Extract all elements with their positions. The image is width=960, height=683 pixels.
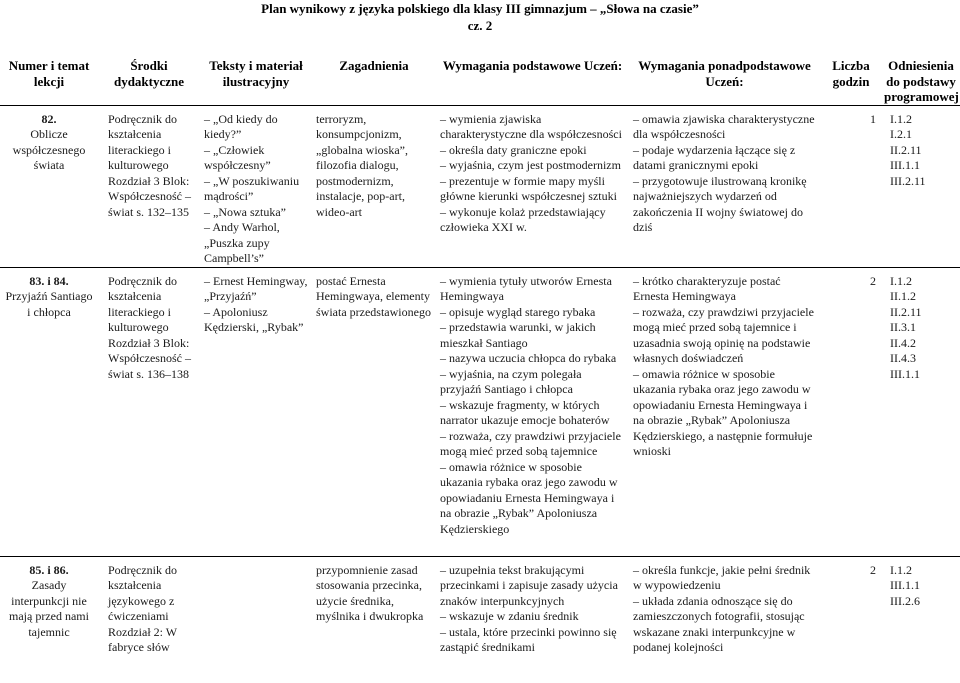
issues-cell: postać Ernesta Hemingwaya, elementy świata przedstawionego <box>312 267 436 556</box>
ref-item: II.4.2 <box>890 335 916 350</box>
texts-cell <box>200 105 312 267</box>
header-row <box>0 52 960 105</box>
requirement-item: – wymienia zjawiska charakterystyczne dla współczesności <box>440 111 622 141</box>
texts-cell <box>200 556 312 683</box>
refs-cell <box>882 105 960 267</box>
lesson-topic: Oblicze współczesnego świata <box>12 127 86 172</box>
requirement-item: – wyjaśnia, na czym polegała przyjaźń Santiago i chłopca <box>440 366 585 396</box>
extended-requirements-cell <box>629 105 820 267</box>
text-item: – Ernest Hemingway, „Przyjaźń” <box>204 273 311 303</box>
table-row <box>0 556 960 683</box>
column-header-hours: Liczba godzin <box>820 52 882 105</box>
requirement-item: – rozważa, czy prawdziwi przyjaciele mogą mieć przed sobą tajemnice <box>440 428 624 458</box>
basic-requirements-cell <box>436 556 629 683</box>
basic-requirements-cell <box>436 267 629 556</box>
requirement-item: – krótko charakteryzuje postać Ernesta Hemingwaya <box>633 273 784 303</box>
ref-item: III.2.6 <box>890 593 920 608</box>
refs-cell <box>882 267 960 556</box>
ref-item: III.2.11 <box>890 173 926 188</box>
extended-requirements-cell <box>629 556 820 683</box>
requirement-item: – uzupełnia tekst brakującymi przecinkami i zapisuje zasady użycia znaków interpunkcyjnych <box>440 562 621 608</box>
requirement-item: – prezentuje w formie mapy myśli główne kierunki współczesnej sztuki <box>440 173 617 203</box>
text-item: – „Nowa sztuka” <box>204 204 286 219</box>
requirement-item: – wykonuje kolaż przedstawiający człowieka XXI w. <box>440 204 609 234</box>
column-header-extended: Wymagania ponadpodstawowe Uczeń: <box>629 52 820 105</box>
column-header-issues: Zagadnienia <box>312 52 436 105</box>
ref-item: II.1.2 <box>890 289 916 303</box>
ref-item: III.1.1 <box>890 158 920 172</box>
column-header-refs: Odniesienia do podstawy programowej <box>882 52 960 105</box>
column-header-means: Środki dydaktyczne <box>98 52 200 105</box>
lesson-cell <box>0 267 98 556</box>
requirement-item: – omawia różnice w sposobie ukazania rybaka oraz jego zawodu w opowiadaniu Ernesta Hemingwaya i na obrazie „Rybak” Apoloniusza Kędzierskiego <box>440 459 621 536</box>
issues-cell: przypomnienie zasad stosowania przecinka, użycie średnika, myślnika i dwukropka <box>312 556 436 683</box>
hours-cell: 1 <box>870 111 876 126</box>
ref-item: III.1.1 <box>890 366 920 381</box>
requirement-item: – wskazuje fragmenty, w których narrator ukazuje emocje bohaterów <box>440 397 610 427</box>
ref-item: II.4.3 <box>890 351 916 365</box>
requirement-item: – omawia różnice w sposobie ukazania rybaka oraz jego zawodu w opowiadaniu Ernesta Hemingwaya i na obrazie „Rybak” Apoloniusza Kędzierskiego, a następnie formułuje wnioski <box>633 366 816 458</box>
lesson-cell <box>0 556 98 683</box>
title-line: Plan wynikowy z języka polskiego dla klasy III gimnazjum – „Słowa na czasie” <box>261 1 699 16</box>
requirement-item: – omawia zjawiska charakterystyczne dla współczesności <box>633 111 818 141</box>
document-title <box>0 0 960 34</box>
means-cell: Podręcznik do kształcenia literackiego i kulturowego Rozdział 3 Blok: Współczesność – świat s. 136–138 <box>98 267 200 556</box>
means-cell: Podręcznik do kształcenia literackiego i kulturowego Rozdział 3 Blok: Współczesność – świat s. 132–135 <box>108 111 191 219</box>
ref-item: I.2.1 <box>890 127 912 141</box>
extended-requirements-cell <box>629 267 820 556</box>
ref-item: II.3.1 <box>890 320 916 334</box>
hours-cell: 2 <box>820 556 882 683</box>
requirement-item: – rozważa, czy prawdziwi przyjaciele mogą mieć przed sobą tajemnice i uzasadnia swoją opinię na podstawie własnych doświadczeń <box>633 304 817 365</box>
ref-item: I.1.2 <box>890 273 912 288</box>
text-item: – Andy Warhol, „Puszka zupy Campbell’s” <box>204 220 283 265</box>
ref-item: II.2.11 <box>890 304 922 319</box>
refs-cell <box>882 556 960 683</box>
lesson-number: 83. i 84. <box>29 273 69 288</box>
text-item: – „Człowiek współczesny” <box>204 142 271 172</box>
requirement-item: – opisuje wygląd starego rybaka <box>440 304 596 319</box>
means-cell: Podręcznik do kształcenia językowego z ćwiczeniami Rozdział 2: W fabryce słów <box>98 556 200 683</box>
lesson-topic: Zasady interpunkcji nie mają przed nami tajemnic <box>9 578 89 639</box>
ref-item: I.1.2 <box>890 562 912 577</box>
ref-item: II.2.11 <box>890 142 922 157</box>
lesson-cell <box>0 105 98 267</box>
requirement-item: – określa funkcje, jakie pełni średnik w wypowiedzeniu <box>633 562 814 592</box>
table-row <box>0 267 960 556</box>
ref-item: I.1.2 <box>890 111 912 126</box>
requirement-item: – wskazuje w zdaniu średnik <box>440 609 579 623</box>
texts-cell <box>200 267 312 556</box>
text-item: – „W poszukiwaniu mądrości” <box>204 173 303 203</box>
requirement-item: – wyjaśnia, czym jest postmodernizm <box>440 158 621 172</box>
requirement-item: – nazywa uczucia chłopca do rybaka <box>440 351 617 365</box>
text-item: – „Od kiedy do kiedy?” <box>204 111 281 141</box>
lesson-topic: Przyjaźń Santiago i chłopca <box>5 289 93 319</box>
lesson-plan-table <box>0 52 960 683</box>
title-part: cz. 2 <box>467 18 493 33</box>
lesson-number: 85. i 86. <box>29 562 69 577</box>
text-item: – Apoloniusz Kędzierski, „Rybak” <box>204 304 304 334</box>
lesson-number: 82. <box>41 111 57 126</box>
requirement-item: – wymienia tytuły utworów Ernesta Hemingwaya <box>440 273 615 303</box>
column-header-texts: Teksty i materiał ilustracyjny <box>200 52 312 105</box>
requirement-item: – ustala, które przecinki powinno się zastąpić średnikami <box>440 624 620 654</box>
requirement-item: – przedstawia warunki, w jakich mieszkał Santiago <box>440 320 599 350</box>
requirement-item: – układa zdania odnoszące się do zamieszczonych fotografii, stosując wskazane znaki interpunkcyjne w podanej kolejności <box>633 593 808 654</box>
requirement-item: – podaje wydarzenia łączące się z datami granicznymi epoki <box>633 142 799 172</box>
hours-cell: 2 <box>820 267 882 556</box>
requirement-item: – przygotowuje ilustrowaną kronikę najważniejszych wydarzeń od zakończenia II wojny światowej do dziś <box>633 173 810 234</box>
column-header-basic: Wymagania podstawowe Uczeń: <box>436 52 629 105</box>
requirement-item: – określa daty graniczne epoki <box>440 142 587 157</box>
column-header-lesson: Numer i temat lekcji <box>0 52 98 105</box>
ref-item: III.1.1 <box>890 578 920 592</box>
basic-requirements-cell <box>436 105 629 267</box>
issues-cell: terroryzm, konsumpcjonizm, „globalna wioska”, filozofia dialogu, postmodernizm, instalacje, pop-art, wideo-art <box>316 111 408 219</box>
table-row <box>0 105 960 267</box>
